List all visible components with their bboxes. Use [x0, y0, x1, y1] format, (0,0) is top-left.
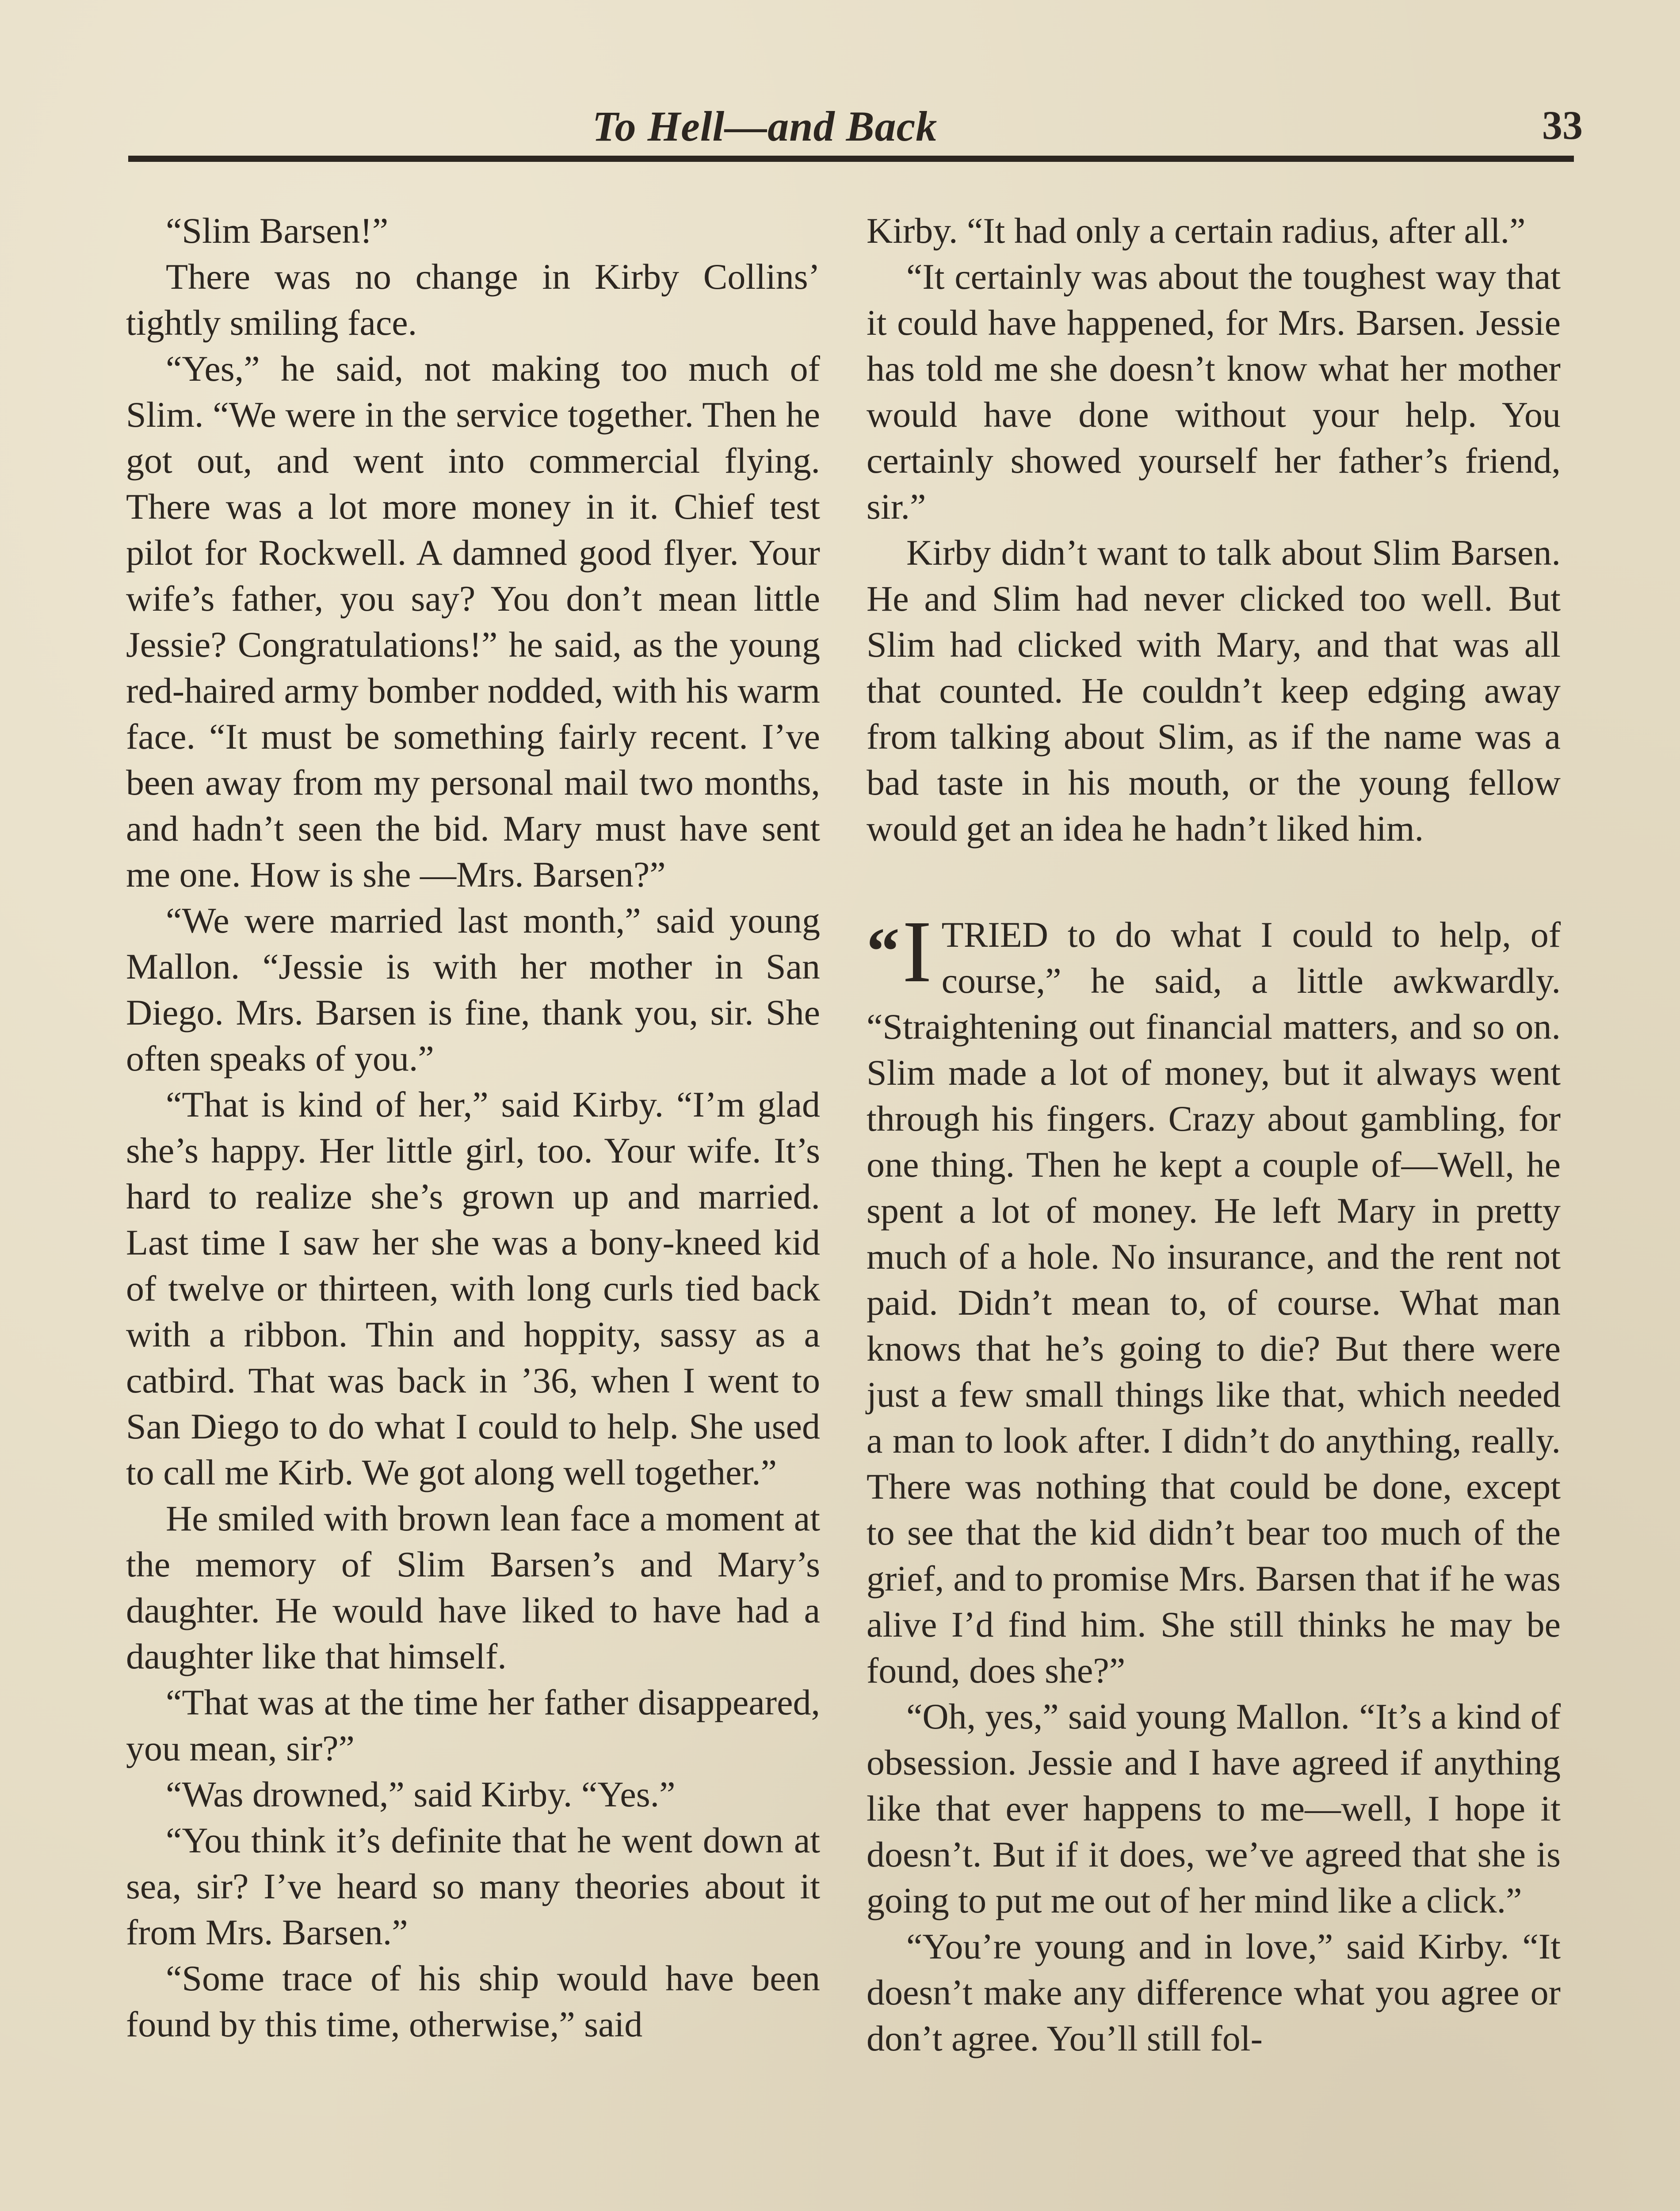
page-number: 33: [1542, 103, 1583, 148]
paragraph: “You think it’s definite that he went down at sea, sir? I’ve heard so many theories about it from Mrs. Barsen.”: [126, 1820, 820, 1952]
paragraph: “Oh, yes,” said young Mallon. “It’s a kind of obsession. Jessie and I have agreed if anything like that ever happens to me—well, I hope it doesn’t. But if it does, we’ve agreed that she is going to put me out of her mind like a click.”: [867, 1696, 1561, 1920]
header-rule: [128, 156, 1574, 162]
paragraph: He smiled with brown lean face a moment at the memory of Slim Barsen’s and Mary’s daughter. He would have liked to have had a daughter like that himself.: [126, 1498, 820, 1676]
paragraph: “We were married last month,” said young Mallon. “Jessie is with her mother in San Diego. Mrs. Barsen is fine, thank you, sir. She often speaks of you.”: [126, 900, 820, 1079]
paragraph: Kirby didn’t want to talk about Slim Barsen. He and Slim had never clicked too well. But Slim had clicked with Mary, and that was all that counted. He couldn’t keep edging away from talking about Slim, as if the name was a bad taste in his mouth, or the young fellow would get an idea he hadn’t liked him.: [867, 532, 1561, 849]
paragraph: There was no change in Kirby Collins’ tightly smiling face.: [126, 256, 820, 343]
running-head: To Hell—and Back: [592, 103, 938, 150]
continued-paragraph: Kirby. “It had only a certain radius, after all.”: [867, 210, 1526, 251]
paragraph: “That was at the time her father disappeared, you mean, sir?”: [126, 1682, 820, 1768]
paragraph: “That is kind of her,” said Kirby. “I’m glad she’s happy. Her little girl, too. Your wife. It’s hard to realize she’s grown up and married. Last time I saw her she was a bony-kneed kid of twelve or thirteen, with long curls tied back with a ribbon. Thin and hoppity, sassy as a catbird. That was back in ’36, when I went to San Diego to do what I could to help. She used to call me Kirb. We got along well together.”: [126, 1084, 820, 1492]
paragraph: “Yes,” he said, not making too much of Slim. “We were in the service together. Then he got out, and went into commercial flying. There was a lot more money in it. Chief test pilot for Rockwell. A damned good flyer. Your wife’s father, you say? You don’t mean little Jessie? Congratulations!” he said, as the young red-haired army bomber nodded, with his warm face. “It must be something fairly recent. I’ve been away from my personal mail two months, and hadn’t seen the bid. Mary must have sent me one. How is she —Mrs. Barsen?”: [126, 348, 820, 895]
right-column: [867, 208, 1561, 2062]
drop-cap: I: [902, 903, 932, 1001]
section-opening-paragraph: [867, 903, 1561, 1694]
paragraph: “It certainly was about the toughest way that it could have happened, for Mrs. Barsen. Jessie has told me she doesn’t know what her mother would have done without your help. You certainly showed yourself her father’s friend, sir.”: [867, 256, 1561, 527]
section-opening-text: TRIED to do what I could to help, of course,” he said, a little awkwardly. “Straightening out financial matters, and so on. Slim made a lot of money, but it always went through his fingers. Crazy about gambling, for one thing. Then he kept a couple of—Well, he spent a lot of money. He left Mary in pretty much of a hole. No insurance, and the rent not paid. Didn’t mean to, of course. What man knows that he’s going to die? But there were just a few small things like that, which needed a man to look after. I didn’t do anything, really. There was nothing that could be done, except to see that the kid didn’t bear too much of the grief, and to promise Mrs. Barsen that if he was alive I’d find him. She still thinks he may be found, does she?”: [867, 914, 1561, 1691]
paragraph: “Was drowned,” said Kirby. “Yes.”: [166, 1774, 676, 1814]
paragraph: “You’re young and in love,” said Kirby. “It doesn’t make any difference what you agree or don’t agree. You’ll still fol-: [867, 1926, 1561, 2058]
left-column: [126, 208, 820, 2047]
paragraph: “Slim Barsen!”: [166, 210, 389, 251]
drop-quote-mark: “: [867, 914, 900, 988]
paragraph: “Some trace of his ship would have been found by this time, otherwise,” said: [126, 1958, 820, 2044]
